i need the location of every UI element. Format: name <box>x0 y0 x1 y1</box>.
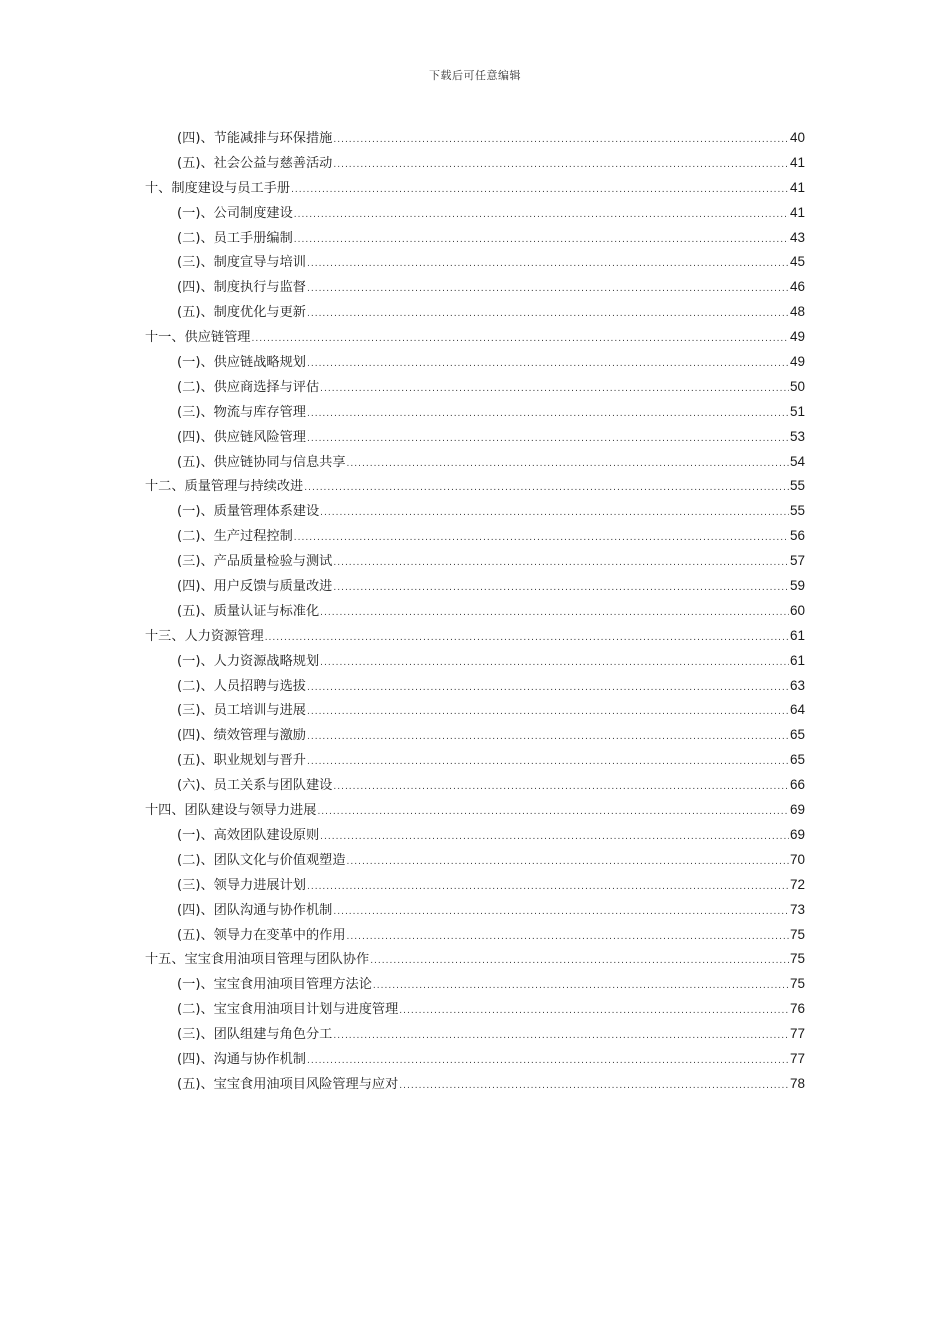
toc-entry-title: (五)、社会公益与慈善活动 <box>177 155 333 171</box>
toc-entry-page-number: 55 <box>789 503 805 519</box>
toc-section-entry[interactable] <box>145 972 805 997</box>
toc-dot-leader <box>347 850 789 875</box>
toc-entry-title: (四)、绩效管理与激励 <box>177 728 306 744</box>
toc-entry-title: (二)、团队文化与价值观塑造 <box>177 852 346 868</box>
toc-entry-title: 十、制度建设与员工手册 <box>145 180 291 196</box>
toc-entry-page-number: 77 <box>789 1026 805 1042</box>
toc-entry-title: (五)、供应链协同与信息共享 <box>177 454 346 470</box>
toc-dot-leader <box>347 452 789 477</box>
toc-dot-leader <box>347 925 789 950</box>
toc-section-entry[interactable] <box>145 350 805 375</box>
toc-dot-leader <box>333 551 789 576</box>
toc-dot-leader <box>333 153 789 178</box>
toc-entry-title: (一)、供应链战略规划 <box>177 355 306 371</box>
toc-section-entry[interactable] <box>145 574 805 599</box>
toc-section-entry[interactable] <box>145 1072 805 1097</box>
toc-entry-page-number: 66 <box>789 777 805 793</box>
toc-entry-page-number: 41 <box>789 154 805 170</box>
toc-entry-title: (二)、供应商选择与评估 <box>177 379 320 395</box>
toc-dot-leader <box>307 676 789 701</box>
toc-section-entry[interactable] <box>145 923 805 948</box>
toc-entry-page-number: 61 <box>789 627 805 643</box>
toc-entry-title: (二)、宝宝食用油项目计划与进度管理 <box>177 1002 399 1018</box>
toc-entry-page-number: 45 <box>789 254 805 270</box>
toc-dot-leader <box>307 427 789 452</box>
toc-dot-leader <box>307 352 789 377</box>
toc-entry-title: (三)、物流与库存管理 <box>177 404 306 420</box>
toc-dot-leader <box>333 128 789 153</box>
toc-dot-leader <box>304 476 789 501</box>
toc-dot-leader <box>265 626 789 651</box>
toc-entry-title: (四)、沟通与协作机制 <box>177 1051 306 1067</box>
toc-entry-title: (一)、宝宝食用油项目管理方法论 <box>177 977 372 993</box>
toc-entry-title: 十三、人力资源管理 <box>145 628 264 644</box>
toc-entry-title: (二)、人员招聘与选拔 <box>177 678 306 694</box>
toc-entry-title: (五)、质量认证与标准化 <box>177 603 320 619</box>
toc-entry-page-number: 77 <box>789 1050 805 1066</box>
toc-section-entry[interactable] <box>145 126 805 151</box>
toc-dot-leader <box>320 651 789 676</box>
toc-dot-leader <box>291 178 789 203</box>
toc-dot-leader <box>370 949 789 974</box>
toc-dot-leader <box>333 1024 789 1049</box>
toc-entry-page-number: 75 <box>789 926 805 942</box>
toc-dot-leader <box>307 402 789 427</box>
toc-section-entry[interactable] <box>145 499 805 524</box>
toc-entry-title: (四)、节能减排与环保措施 <box>177 131 333 146</box>
toc-section-entry[interactable] <box>145 997 805 1022</box>
toc-section-entry[interactable] <box>145 425 805 450</box>
toc-entry-title: (三)、员工培训与进展 <box>177 703 306 719</box>
page-header: 下载后可任意编辑 <box>429 69 521 82</box>
toc-dot-leader <box>307 750 789 775</box>
toc-entry-page-number: 48 <box>789 304 805 320</box>
toc-dot-leader <box>294 526 789 551</box>
toc-entry-page-number: 57 <box>789 553 805 569</box>
toc-entry-page-number: 65 <box>789 727 805 743</box>
toc-entry-title: 十五、宝宝食用油项目管理与团队协作 <box>145 952 370 968</box>
toc-dot-leader <box>307 725 789 750</box>
toc-section-entry[interactable] <box>145 723 805 748</box>
toc-entry-page-number: 41 <box>789 179 805 195</box>
toc-entry-title: (五)、职业规划与晋升 <box>177 753 306 769</box>
toc-entry-page-number: 55 <box>789 478 805 494</box>
toc-entry-title: (五)、领导力在变革中的作用 <box>177 927 346 943</box>
toc-dot-leader <box>399 1074 789 1099</box>
toc-chapter-entry[interactable] <box>145 624 805 649</box>
toc-dot-leader <box>333 775 789 800</box>
toc-entry-page-number: 73 <box>789 901 805 917</box>
toc-section-entry[interactable] <box>145 450 805 475</box>
toc-entry-title: (四)、团队沟通与协作机制 <box>177 902 333 918</box>
toc-section-entry[interactable] <box>145 226 805 251</box>
toc-entry-title: (一)、质量管理体系建设 <box>177 504 320 520</box>
toc-dot-leader <box>373 974 789 999</box>
toc-chapter-entry[interactable] <box>145 325 805 350</box>
toc-dot-leader <box>294 228 789 253</box>
toc-entry-title: (四)、用户反馈与质量改进 <box>177 579 333 595</box>
toc-dot-leader <box>320 501 789 526</box>
toc-dot-leader <box>333 900 789 925</box>
toc-section-entry[interactable] <box>145 549 805 574</box>
toc-section-entry[interactable] <box>145 300 805 325</box>
toc-section-entry[interactable] <box>145 698 805 723</box>
toc-entry-page-number: 56 <box>789 528 805 544</box>
toc-dot-leader <box>307 700 789 725</box>
toc-entry-page-number: 53 <box>789 428 805 444</box>
toc-entry-page-number: 49 <box>789 329 805 345</box>
toc-entry-page-number: 50 <box>789 378 805 394</box>
toc-section-entry[interactable] <box>145 599 805 624</box>
toc-section-entry[interactable] <box>145 250 805 275</box>
toc-entry-page-number: 75 <box>789 951 805 967</box>
toc-section-entry[interactable] <box>145 674 805 699</box>
toc-entry-page-number: 72 <box>789 876 805 892</box>
toc-section-entry[interactable] <box>145 400 805 425</box>
toc-dot-leader <box>294 203 789 228</box>
toc-entry-title: (二)、员工手册编制 <box>177 230 293 246</box>
toc-entry-title: 十二、质量管理与持续改进 <box>145 479 304 495</box>
toc-section-entry[interactable] <box>145 201 805 226</box>
toc-entry-title: (五)、制度优化与更新 <box>177 305 306 321</box>
toc-entry-title: (三)、领导力进展计划 <box>177 877 306 893</box>
toc-entry-title: (三)、产品质量检验与测试 <box>177 554 333 570</box>
toc-entry-page-number: 76 <box>789 1001 805 1017</box>
toc-entry-title: (三)、制度宣导与培训 <box>177 255 306 271</box>
toc-entry-page-number: 41 <box>789 204 805 220</box>
toc-section-entry[interactable] <box>145 649 805 674</box>
toc-entry-page-number: 46 <box>789 279 805 295</box>
toc-dot-leader <box>399 999 789 1024</box>
toc-entry-page-number: 65 <box>789 752 805 768</box>
toc-entry-title: (二)、生产过程控制 <box>177 529 293 545</box>
toc-section-entry[interactable] <box>145 151 805 176</box>
toc-dot-leader <box>320 601 789 626</box>
toc-section-entry[interactable] <box>145 848 805 873</box>
toc-entry-title: (六)、员工关系与团队建设 <box>177 778 333 794</box>
toc-dot-leader <box>307 1049 789 1074</box>
toc-dot-leader <box>307 252 789 277</box>
toc-entry-title: 十一、供应链管理 <box>145 330 251 346</box>
toc-entry-title: (四)、供应链风险管理 <box>177 429 306 445</box>
toc-section-entry[interactable] <box>145 873 805 898</box>
toc-entry-page-number: 64 <box>789 702 805 718</box>
toc-dot-leader <box>307 875 789 900</box>
toc-section-entry[interactable] <box>145 524 805 549</box>
table-of-contents <box>145 126 805 1097</box>
toc-dot-leader <box>317 800 789 825</box>
toc-entry-page-number: 49 <box>789 354 805 370</box>
toc-entry-page-number: 78 <box>789 1075 805 1091</box>
toc-section-entry[interactable] <box>145 748 805 773</box>
toc-dot-leader <box>333 576 789 601</box>
toc-entry-page-number: 40 <box>789 130 805 145</box>
toc-entry-page-number: 54 <box>789 453 805 469</box>
toc-chapter-entry[interactable] <box>145 798 805 823</box>
toc-entry-page-number: 70 <box>789 851 805 867</box>
toc-entry-title: (一)、人力资源战略规划 <box>177 653 320 669</box>
toc-chapter-entry[interactable] <box>145 176 805 201</box>
toc-entry-title: (四)、制度执行与监督 <box>177 280 306 296</box>
toc-section-entry[interactable] <box>145 375 805 400</box>
toc-section-entry[interactable] <box>145 823 805 848</box>
toc-entry-title: (三)、团队组建与角色分工 <box>177 1027 333 1043</box>
toc-entry-page-number: 75 <box>789 976 805 992</box>
toc-section-entry[interactable] <box>145 1022 805 1047</box>
toc-section-entry[interactable] <box>145 898 805 923</box>
toc-section-entry[interactable] <box>145 275 805 300</box>
toc-section-entry[interactable] <box>145 1047 805 1072</box>
toc-entry-page-number: 60 <box>789 602 805 618</box>
toc-entry-title: (五)、宝宝食用油项目风险管理与应对 <box>177 1076 399 1092</box>
toc-chapter-entry[interactable] <box>145 947 805 972</box>
toc-dot-leader <box>320 825 789 850</box>
toc-dot-leader <box>307 302 789 327</box>
toc-entry-page-number: 59 <box>789 578 805 594</box>
toc-dot-leader <box>307 277 789 302</box>
toc-entry-page-number: 69 <box>789 826 805 842</box>
toc-entry-page-number: 69 <box>789 802 805 818</box>
toc-entry-title: (一)、高效团队建设原则 <box>177 827 320 843</box>
toc-entry-title: (一)、公司制度建设 <box>177 205 293 221</box>
toc-entry-page-number: 63 <box>789 677 805 693</box>
toc-entry-page-number: 51 <box>789 403 805 419</box>
toc-dot-leader <box>252 327 789 352</box>
toc-entry-title: 十四、团队建设与领导力进展 <box>145 803 317 819</box>
toc-entry-page-number: 43 <box>789 229 805 245</box>
toc-entry-page-number: 61 <box>789 652 805 668</box>
toc-chapter-entry[interactable] <box>145 474 805 499</box>
toc-section-entry[interactable] <box>145 773 805 798</box>
toc-dot-leader <box>320 377 789 402</box>
